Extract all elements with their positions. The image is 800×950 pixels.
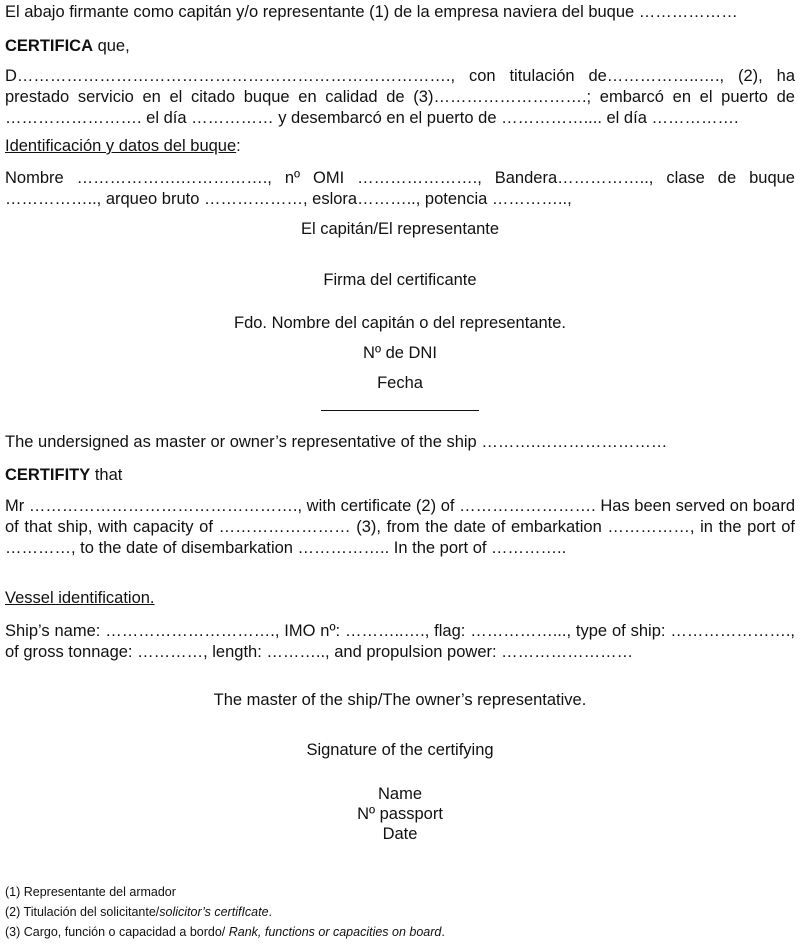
es-signer-name: Fdo. Nombre del capitán o del representante. bbox=[233, 314, 567, 332]
footnote-2-italic: solicitor’s certifIcate bbox=[159, 905, 269, 919]
footnotes bbox=[5, 882, 795, 942]
en-vessel-data: Ship’s name: …………………………., IMO nº: ………..…., flag: ……………..., type of ship: …………………., of gross tonnage: …………, length: ……….., and propulsion power: …………………… bbox=[5, 622, 795, 661]
es-dni-label: Nº de DNI bbox=[363, 344, 437, 362]
es-signature-label: Firma del certificante bbox=[323, 271, 477, 289]
es-certifica-line bbox=[5, 36, 130, 57]
es-certifica-keyword: CERTIFICA bbox=[5, 37, 93, 55]
es-vessel-heading-line bbox=[5, 136, 241, 157]
en-vessel-heading-line bbox=[5, 588, 155, 609]
es-service-paragraph: D……………………………………………………………………., con titulación de……………..…., (2), ha prestado servicio en el citado buque en calidad de (3)……………………….; embarcó en el puerto de ……………………. el día …………… y desembarcó en el puerto de …………….... el día ……………. bbox=[5, 67, 795, 127]
es-intro-text: El abajo firmante como capitán y/o representante (1) de la empresa naviera del buque ……………… bbox=[5, 3, 738, 21]
es-vessel-data: Nombre ……………….……………., nº OMI …………………., Bandera…………….., clase de buque …………….., arqueo bruto ………………, eslora……….., potencia ………….., bbox=[5, 169, 795, 208]
footnote-3-end: . bbox=[441, 925, 445, 939]
en-signer-role: The master of the ship/The owner’s representative. bbox=[213, 691, 587, 709]
es-signer-role: El capitán/El representante bbox=[300, 220, 500, 238]
footnote-1: (1) Representante del armador bbox=[5, 885, 176, 899]
footnote-3-italic: Rank, functions or capacities on board bbox=[228, 925, 442, 939]
section-divider-container bbox=[5, 410, 795, 411]
es-vessel-heading-colon: : bbox=[236, 137, 241, 155]
footnote-3 bbox=[5, 922, 795, 942]
en-certify-line bbox=[5, 465, 122, 486]
en-passport-label: Nº passport bbox=[357, 805, 443, 823]
es-date-label: Fecha bbox=[377, 374, 423, 392]
footnote-3-text: (3) Cargo, función o capacidad a bordo/ bbox=[5, 925, 229, 939]
en-intro-text: The undersigned as master or owner’s representative of the ship ……….…………………… bbox=[5, 433, 668, 451]
footnote-2-text: (2) Titulación del solicitante/ bbox=[5, 905, 160, 919]
es-vessel-heading: Identificación y datos del buque bbox=[5, 137, 237, 155]
en-vessel-heading: Vessel identification. bbox=[5, 589, 155, 607]
footnote-2-end: . bbox=[268, 905, 273, 919]
en-service-paragraph: Mr …………………………………………., with certificate (2) of ……………………. Has been served on board of that ship, with capacity of …………………… (3), from the date of embarkation ……………, in the port of …………, to the date of disembarkation …………….. In the port of ………….. bbox=[5, 497, 795, 557]
es-certifica-rest: que, bbox=[93, 37, 130, 55]
en-date-label: Date bbox=[382, 825, 418, 843]
en-name-label: Name bbox=[377, 785, 422, 803]
section-divider bbox=[321, 410, 479, 411]
en-certify-rest: that bbox=[90, 466, 123, 484]
en-certify-keyword: CERTIFITY bbox=[5, 466, 91, 484]
en-signature-label: Signature of the certifying bbox=[306, 741, 494, 759]
footnote-2 bbox=[5, 902, 795, 922]
